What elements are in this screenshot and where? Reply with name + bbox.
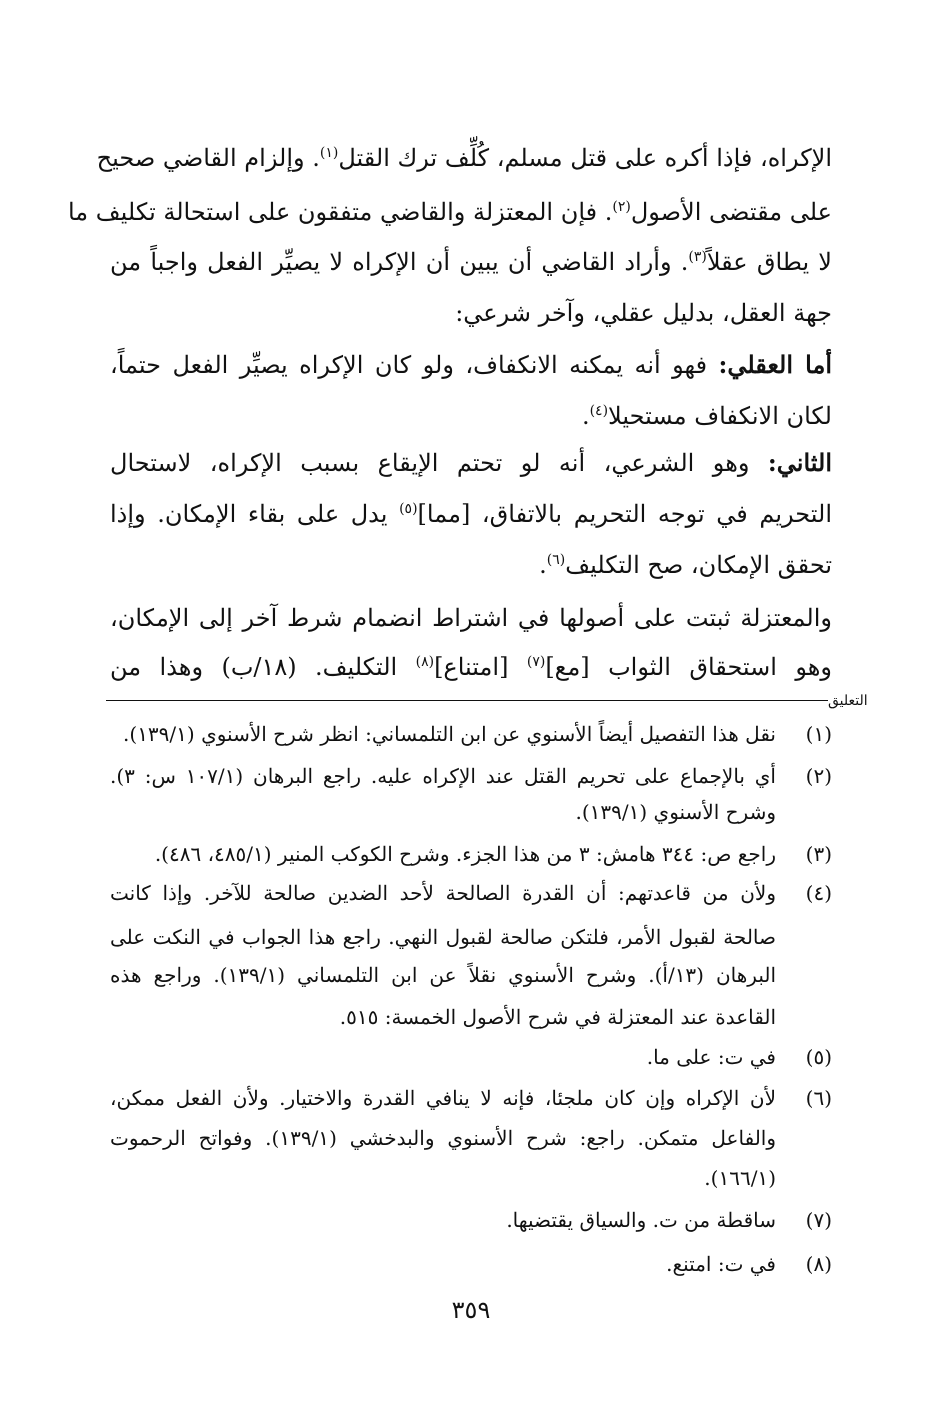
- text-run: تحقق الإمكان، صح التكليف: [565, 551, 832, 579]
- footnote-line: صالحة لقبول الأمر، فلتكن صالحة لقبول النهي. راجع هذا الجواب في النكت على: [110, 925, 776, 949]
- main-text-line-4: [110, 296, 832, 330]
- main-text-line-7: [110, 446, 832, 480]
- footnote-ref: (٢): [612, 199, 631, 215]
- footnote-number: (١): [805, 722, 832, 746]
- section-heading: أما العقلي:: [718, 350, 832, 379]
- page-number: ٣٥٩: [451, 1296, 491, 1324]
- main-text-line-6: [110, 399, 832, 433]
- footnote-line: في ت: على ما.: [646, 1045, 776, 1069]
- footnote-ref: (٣): [688, 249, 707, 265]
- footnote-number: (٦): [805, 1086, 832, 1110]
- footnote-line: ولأن من قاعدتهم: أن القدرة الصالحة لأحد الضدين صالحة للآخر. وإذا كانت: [110, 881, 776, 905]
- footnote-number: (٤): [805, 881, 832, 905]
- text-run: .: [539, 551, 547, 579]
- text-run: لكان الانكفاف مستحيلا: [608, 402, 832, 430]
- main-text-line-9: [110, 548, 832, 582]
- text-run: . وأراد القاضي أن يبين أن الإكراه لا يصيِّر الفعل واجباً من: [110, 248, 689, 276]
- footnote-ref: (١): [319, 145, 339, 161]
- main-text-line-1: [96, 141, 832, 175]
- text-run: وهو استحقاق الثواب [مع]: [545, 653, 832, 681]
- text-run: الإكراه، فإذا أكره على قتل مسلم، كُلِّف ترك القتل: [338, 144, 832, 172]
- text-run: التحريم في توجه التحريم بالاتفاق، [مما]: [417, 500, 832, 528]
- text-run: والمعتزلة ثبتت على أصولها في اشتراط انضمام شرط آخر إلى الإمكان،: [110, 604, 832, 632]
- main-text-line-2: [67, 195, 832, 229]
- footnote-line: أي بالإجماع على تحريم القتل عند الإكراه عليه. راجع البرهان (١٠٧/١ س: ٣).: [110, 764, 776, 788]
- footnote-ref: (٧): [526, 654, 546, 670]
- text-run: .: [581, 402, 590, 430]
- text-run: جهة العقل، بدليل عقلي، وآخر شرعي:: [455, 299, 832, 327]
- main-text-line-10: [110, 601, 832, 635]
- footnote-line: والفاعل متمكن. راجع: شرح الأسنوي والبدخشي (١٣٩/١). وفواتح الرحموت: [110, 1126, 776, 1150]
- footnote-separator: [106, 700, 828, 701]
- main-text-line-5: [110, 348, 832, 382]
- footnote-number: (٢): [805, 764, 832, 788]
- footnote-number: (٣): [805, 842, 832, 866]
- text-run: . وإلزام القاضي صحيح: [96, 144, 320, 172]
- text-run: فهو أنه يمكنه الانكفاف، ولو كان الإكراه يصيِّر الفعل حتماً،: [110, 351, 719, 379]
- text-run: وهو الشرعي، أنه لو تحتم الإيقاع بسبب الإكراه، لاستحال: [110, 449, 768, 477]
- footnote-line: راجع ص: ٣٤٤ هامش: ٣ من هذا الجزء. وشرح الكوكب المنير (٤٨٥/١، ٤٨٦).: [154, 842, 776, 866]
- footnote-line: البرهان (١٣/أ). وشرح الأسنوي نقلاً عن ابن التلمساني (١٣٩/١). وراجع هذه: [110, 963, 777, 987]
- main-text-line-8: [110, 497, 832, 531]
- text-run: يدل على بقاء الإمكان. وإذا: [110, 500, 400, 528]
- footnote-ref: (٦): [546, 552, 566, 568]
- footnote-line: في ت: امتنع.: [666, 1252, 776, 1276]
- main-text-line-11: [110, 650, 832, 684]
- footnote-line: نقل هذا التفصيل أيضاً الأسنوي عن ابن التلمساني: انظر شرح الأسنوي (١٣٩/١).: [123, 722, 776, 746]
- separator-label: التعليق: [828, 693, 868, 709]
- text-run: على مقتضى الأصول: [630, 198, 832, 226]
- text-run: . فإن المعتزلة والقاضي متفقون على استحالة تكليف ما: [67, 198, 613, 226]
- footnote-line: (١٦٦/١).: [704, 1166, 776, 1190]
- text-run: [امتناع]: [434, 653, 527, 681]
- footnote-ref: (٥): [399, 501, 418, 517]
- footnote-line: وشرح الأسنوي (١٣٩/١).: [575, 800, 776, 824]
- footnote-line: ساقطة من ت. والسياق يقتضيها.: [506, 1208, 776, 1232]
- footnote-ref: (٨): [415, 654, 435, 670]
- main-text-line-3: [110, 245, 832, 279]
- text-run: لا يطاق عقلاً: [706, 248, 832, 276]
- footnote-ref: (٤): [589, 403, 609, 419]
- footnote-number: (٨): [805, 1252, 832, 1276]
- section-heading: الثاني:: [767, 448, 832, 477]
- footnote-line: القاعدة عند المعتزلة في شرح الأصول الخمسة: ٥١٥.: [339, 1005, 776, 1029]
- footnote-line: لأن الإكراه وإن كان ملجئا، فإنه لا ينافي القدرة والاختيار. ولأن الفعل ممكن،: [110, 1086, 776, 1110]
- text-run: التكليف. (١٨/ب) وهذا من: [110, 653, 416, 681]
- footnote-number: (٥): [805, 1045, 832, 1069]
- footnote-number: (٧): [805, 1208, 832, 1232]
